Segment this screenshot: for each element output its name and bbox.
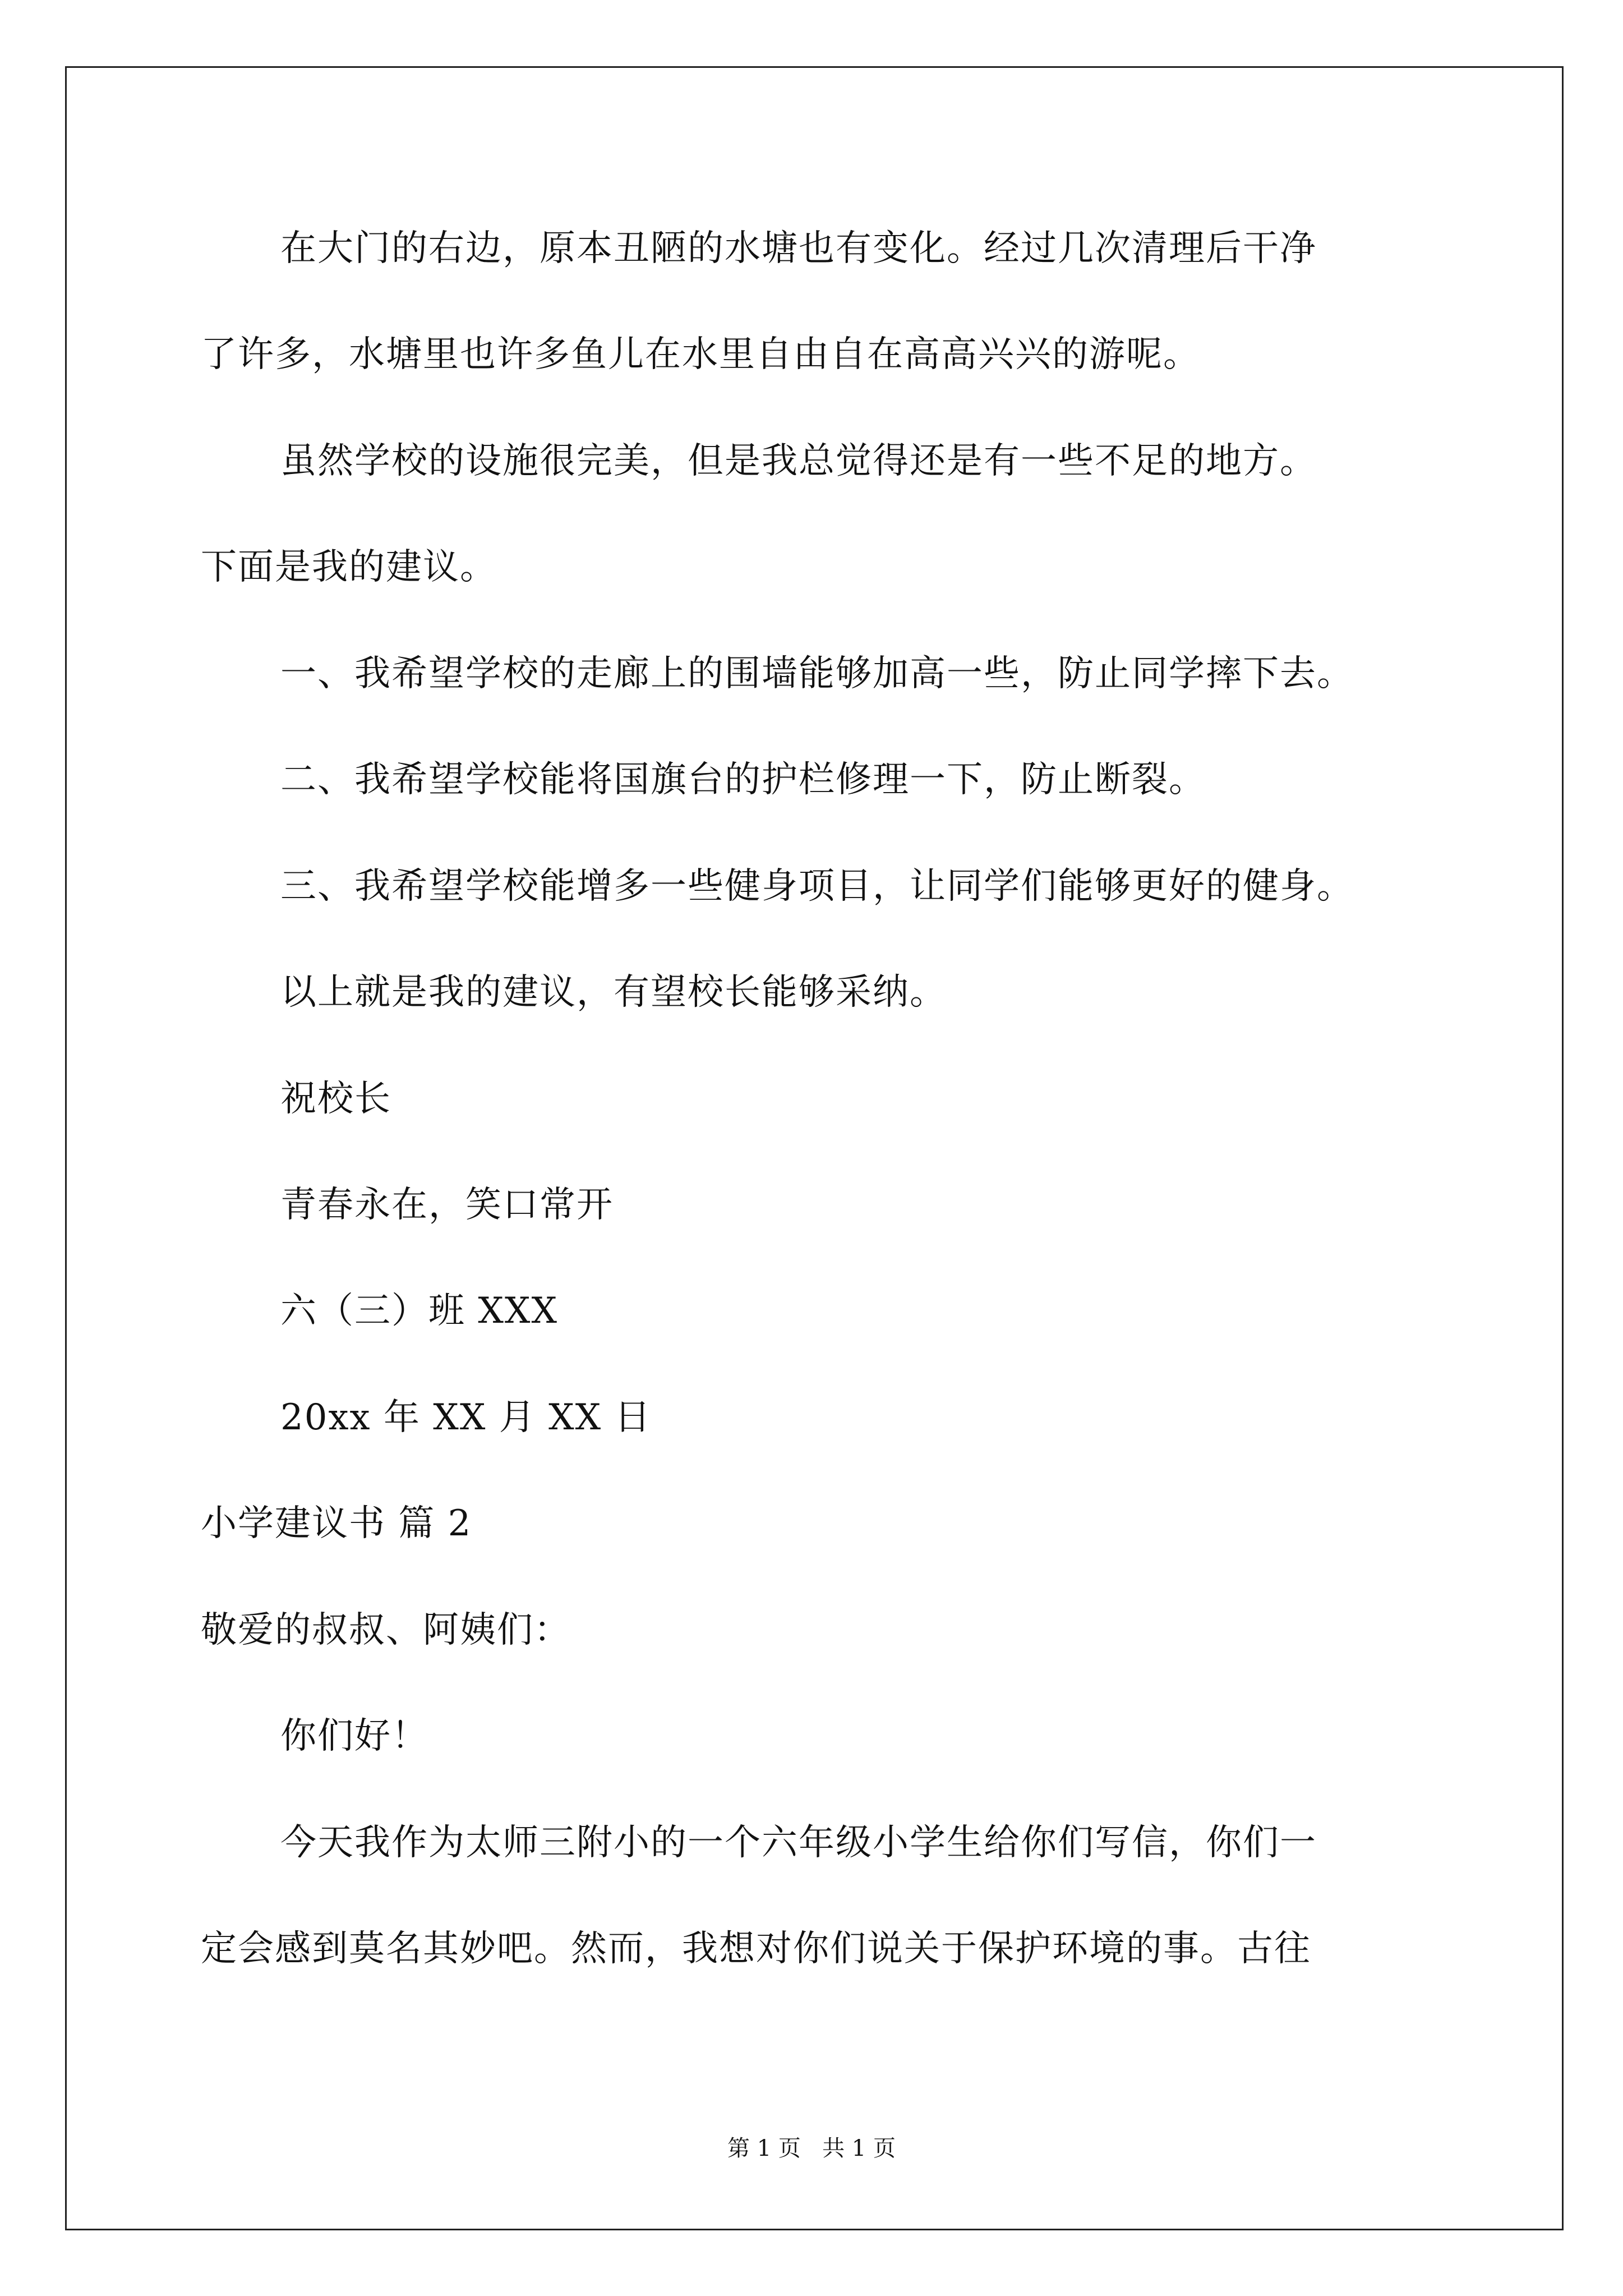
text-line-1: 在大门的右边，原本丑陋的水塘也有变化。经过几次清理后干净 — [280, 228, 1317, 269]
text-line-10: 青春永在，笑口常开 — [280, 1184, 614, 1226]
text-line-9: 祝校长 — [280, 1078, 391, 1120]
greeting: 你们好！ — [280, 1715, 428, 1757]
text-line-12: 20xx 年 XX 月 XX 日 — [280, 1397, 652, 1438]
text-line-16: 今天我作为太师三附小的一个六年级小学生给你们写信，你们一 — [280, 1822, 1317, 1864]
text-line-5: 一、我希望学校的走廊上的围墙能够加高一些，防止同学摔下去。 — [280, 653, 1354, 694]
text-line-8: 以上就是我的建议，有望校长能够采纳。 — [280, 972, 947, 1013]
section-heading: 小学建议书 篇 2 — [201, 1503, 472, 1544]
text-line-17: 定会感到莫名其妙吧。然而，我想对你们说关于保护环境的事。古往 — [201, 1928, 1311, 1970]
text-line-7: 三、我希望学校能增多一些健身项目，让同学们能够更好的健身。 — [280, 866, 1354, 907]
text-line-11: 六（三）班 XXX — [280, 1290, 559, 1332]
text-line-4: 下面是我的建议。 — [201, 546, 497, 588]
page-footer: 第 1 页 共 1 页 — [727, 2136, 896, 2161]
salutation: 敬爱的叔叔、阿姨们： — [201, 1609, 571, 1651]
page-frame — [65, 66, 1564, 2230]
text-line-2: 了许多，水塘里也许多鱼儿在水里自由自在高高兴兴的游呢。 — [201, 334, 1200, 375]
text-line-3: 虽然学校的设施很完美，但是我总觉得还是有一些不足的地方。 — [280, 440, 1317, 482]
text-line-6: 二、我希望学校能将国旗台的护栏修理一下，防止断裂。 — [280, 759, 1206, 800]
